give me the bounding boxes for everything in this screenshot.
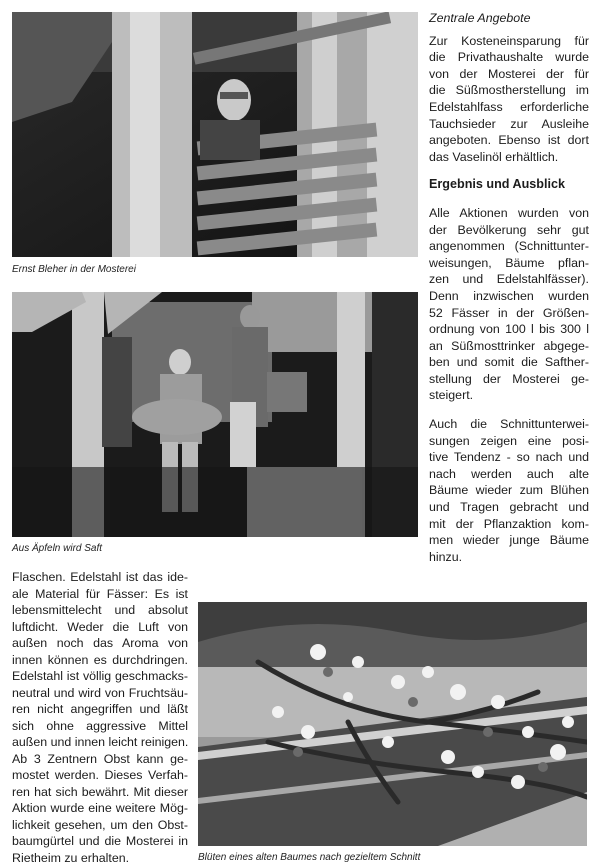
text-line: Rietheim zu erhalten. <box>12 850 130 865</box>
text-line: neutral und wird von Fruchtsäu- <box>12 685 188 700</box>
text-line: die Privathaushalte wurde <box>429 50 589 65</box>
section-heading-ergebnis: Ergebnis und Ausblick <box>429 177 565 192</box>
right-column <box>429 10 589 565</box>
text-line: ren nicht angegriffen und läßt <box>12 702 188 716</box>
photo-apple-pressing <box>12 292 418 537</box>
paragraph-ergebnis-1 <box>429 205 589 404</box>
text-line: 52 Fässer in der Größen- <box>429 305 589 320</box>
text-line: innen können es durchdringen. <box>12 652 188 667</box>
text-line: Auch die Schnittunterwei- <box>429 417 589 432</box>
text-line: hinzu. <box>429 549 463 564</box>
text-line: ren hat sich bewährt. Mit dieser <box>12 784 188 799</box>
text-line: ale Material für Fässer: Es ist <box>12 586 188 601</box>
text-line: Alle Aktionen wurden von <box>429 205 589 220</box>
text-line: außen noch das Aroma von <box>12 636 188 650</box>
text-line: lichkeit gesehen, um den Obst- <box>12 817 188 832</box>
text-line: Edelstahl ist völlig geschmacks- <box>12 669 188 683</box>
text-line: lebensmittelecht und absolut <box>12 603 188 617</box>
text-line: men wieder junge Bäume <box>429 533 589 548</box>
text-line: Ab 3 Zentnern Obst kann ge- <box>12 751 188 766</box>
text-line: angenommen (Schnittunter- <box>429 239 589 254</box>
text-line: ben und somit die Safther- <box>429 355 589 370</box>
text-line: sungen zeigen eine posi- <box>429 433 589 448</box>
photo-mosterei-worker <box>12 12 418 257</box>
text-line: Zur Kosteneinsparung für <box>429 33 589 48</box>
text-line: steigert. <box>429 388 474 403</box>
text-line: sich ohne aggressive Mittel <box>12 718 188 733</box>
text-line: Bäume wieder zum Blühen <box>429 483 589 498</box>
text-line: angeboten. Ebenso ist dort <box>429 133 589 148</box>
text-line: und Tragen gebracht und <box>429 500 589 515</box>
paragraph-zentrale-angebote <box>429 33 589 166</box>
text-line: Denn inzwischen wurden <box>429 288 589 303</box>
text-line: mit der Pflanzaktion kom- <box>429 516 589 531</box>
text-line: tive Tendenz - so nach und <box>429 450 589 465</box>
text-line: zen und Edelstahlfässer). <box>429 272 589 287</box>
caption-middle-photo: Aus Äpfeln wird Saft <box>12 543 103 554</box>
text-line: Aktion wurde eine weitere Mög- <box>12 801 188 815</box>
left-column <box>12 569 188 866</box>
text-line: Edelstahlfass erforderliche <box>429 99 589 114</box>
section-heading-zentrale-angebote: Zentrale Angebote <box>429 11 531 25</box>
text-line: ordnung von 100 l bis 300 l <box>429 322 589 337</box>
text-line: der Bevölkerung sehr gut <box>429 222 589 237</box>
text-line: Flaschen. Edelstahl ist das ide- <box>12 570 188 584</box>
text-line: die Süßmostherstellung im <box>429 83 589 98</box>
caption-top-photo: Ernst Bleher in der Mosterei <box>12 264 136 275</box>
text-line: mostet werden. Dieses Verfah- <box>12 768 188 782</box>
paragraph-ergebnis-2 <box>429 416 589 565</box>
text-line: von der Mosterei der für <box>429 66 589 81</box>
text-line: nach werden auch alte <box>429 466 589 481</box>
text-line: das Vaselinöl erhältlich. <box>429 149 559 164</box>
text-line: weisungen, Bäume pflan- <box>429 255 589 270</box>
text-line: stellung der Mosterei ge- <box>429 371 589 386</box>
text-line: Tauchsieder zur Ausleihe <box>429 116 589 131</box>
text-line: luftdicht. Weder die Luft von <box>12 619 188 634</box>
caption-bottom-photo: Blüten eines alten Baumes nach gezieltem Schnitt <box>198 852 421 863</box>
text-line: baumgürtel und die Mosterei in <box>12 834 188 848</box>
text-line: an Süßmosttrinker abgege- <box>429 338 589 353</box>
text-line: außen und innen leicht reinigen. <box>12 735 189 749</box>
photo-blossoming-branch <box>198 602 587 846</box>
